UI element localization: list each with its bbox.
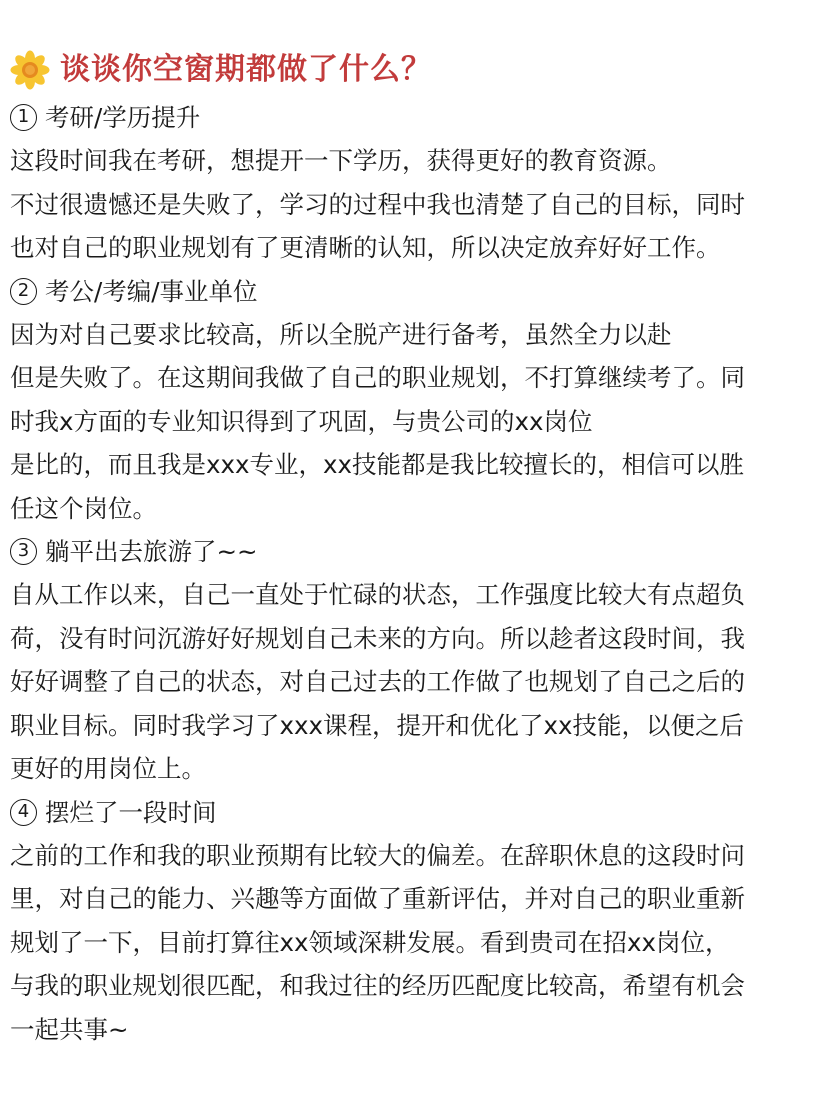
- body-line: 里，对自己的能力、兴趣等方面做了重新评估，并对自己的职业重新: [10, 884, 745, 914]
- section-2: [10, 270, 806, 530]
- body-line: 但是失败了。在这期间我做了自己的职业规划，不打算继续考了。同: [10, 363, 745, 393]
- body-line: 任这个岗位。: [10, 493, 157, 523]
- section-title: 考公/考编/事业单位: [45, 276, 258, 306]
- body-line: 与我的职业规划很匹配，和我过往的经历匹配度比较高，希望有机会: [10, 971, 745, 1001]
- circled-number-icon: 4: [10, 799, 37, 826]
- title-row: [10, 46, 806, 94]
- body-line: 规划了一下，目前打算往xx领域深耕发展。看到贵司在招xx岗位，: [10, 927, 730, 957]
- body-line: 不过很遗憾还是失败了，学习的过程中我也清楚了自己的目标，同时: [10, 189, 745, 219]
- circled-number-icon: 2: [10, 278, 37, 305]
- section-4: [10, 791, 806, 1051]
- body-line: 好好调整了自己的状态，对自己过去的工作做了也规划了自己之后的: [10, 667, 745, 697]
- section-title: 考研/学历提升: [45, 103, 201, 132]
- section-title: 躺平出去旅游了~~: [45, 537, 258, 567]
- body-line: 也对自己的职业规划有了更清晰的认知，所以决定放弃好好工作。: [10, 233, 721, 263]
- body-line: 一起共事~: [10, 1014, 129, 1044]
- section-heading: [10, 791, 806, 834]
- body-line: 自从工作以来，自己一直处于忙碌的状态，工作强度比较大有点超负: [10, 580, 745, 610]
- body-line: 是比的，而且我是xxx专业，xx技能都是我比较擅长的，相信可以胜: [10, 450, 744, 480]
- body-line: 更好的用岗位上。: [10, 754, 206, 784]
- section-1: [10, 96, 806, 270]
- body-line: 荷，没有时问沉游好好规划自己未来的方向。所以趁者这段时间，我: [10, 623, 745, 653]
- body-line: 时我x方面的专业知识得到了巩固，与贵公司的xx岗位: [10, 406, 593, 436]
- body-line: 之前的工作和我的职业预期有比较大的偏差。在辞职休息的这段时问: [10, 840, 745, 870]
- body-line: 这段时间我在考研，想提开一下学历，获得更好的教育资源。: [10, 146, 672, 176]
- section-3: [10, 530, 806, 790]
- body-line: 因为对自己要求比较高，所以全脱产进行备考，虽然全力以赴: [10, 320, 672, 350]
- section-title: 摆烂了一段时间: [45, 797, 217, 827]
- page-title: 谈谈你空窗期都做了什么？: [60, 52, 432, 87]
- section-heading: [10, 96, 806, 139]
- circled-number-icon: 3: [10, 538, 37, 565]
- sunflower-icon: [10, 50, 50, 90]
- body-line: 职业目标。同时我学习了xxx课程，提开和优化了xx技能，以便之后: [10, 710, 744, 740]
- circled-number-icon: 1: [10, 104, 37, 131]
- section-heading: [10, 270, 806, 313]
- section-heading: [10, 530, 806, 573]
